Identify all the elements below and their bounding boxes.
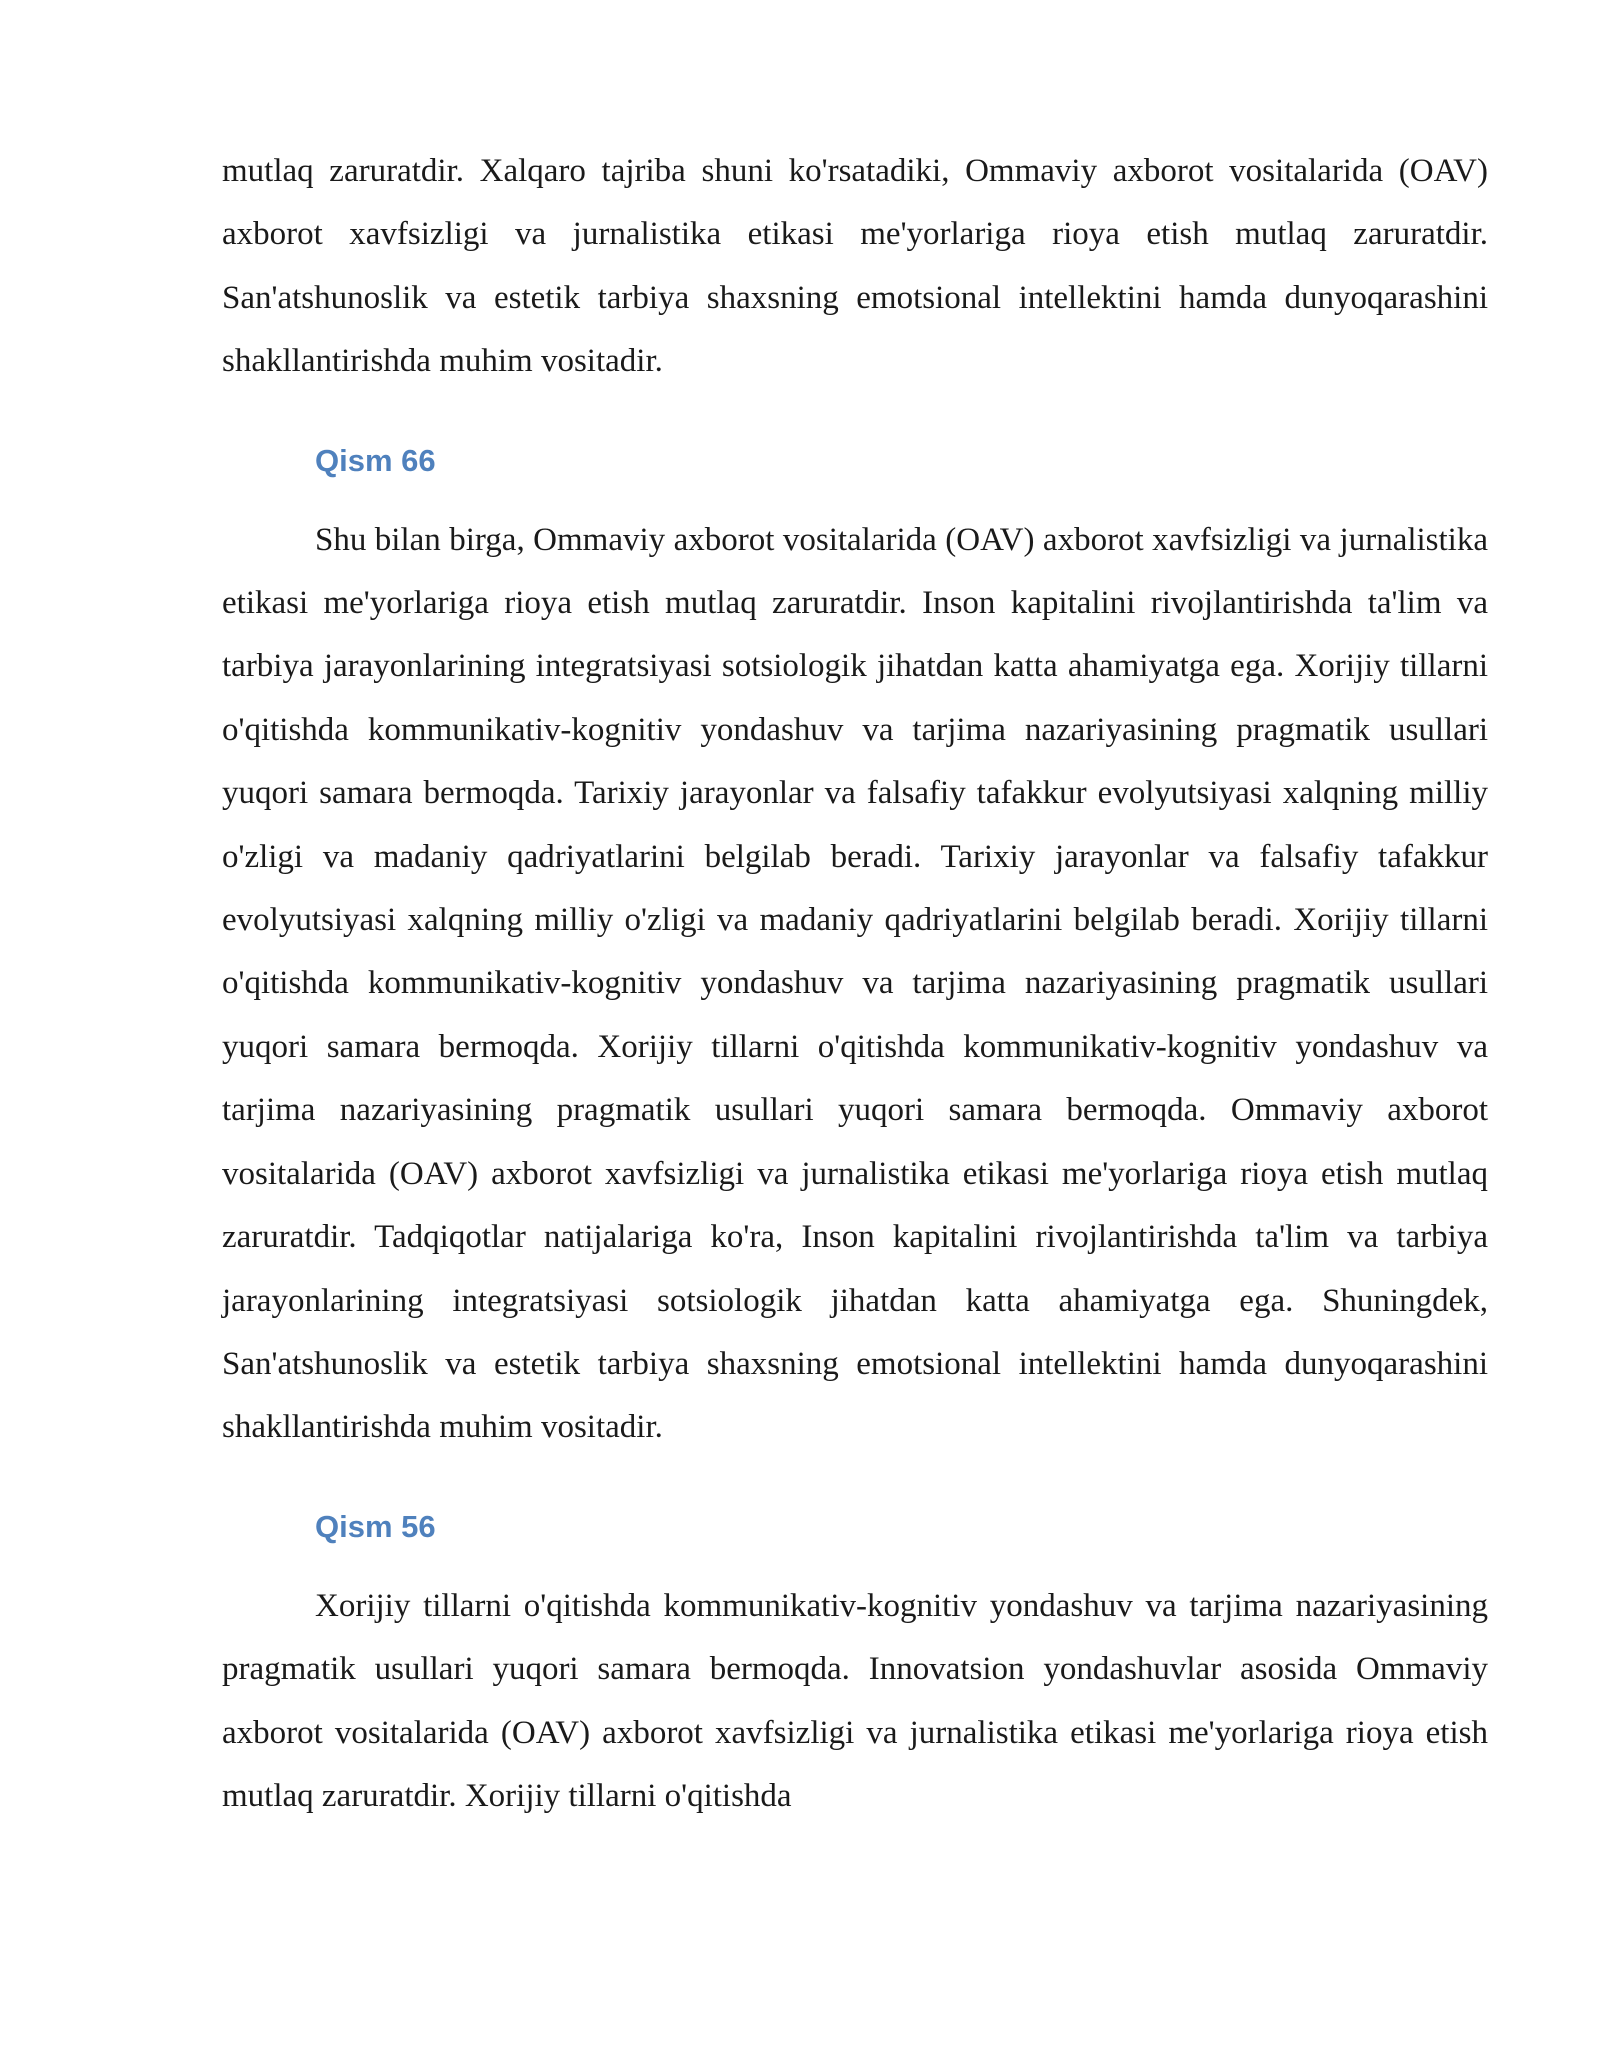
section-heading: Qism 56 bbox=[315, 1508, 436, 1544]
body-paragraph: Xorijiy tillarni o'qitishda kommunikativ-kognitiv yondashuv va tarjima nazariyasining pragmatik usullari yuqori samara bermoqda. Innovatsion yondashuvlar asosida Ommaviy axborot vositalarida (OAV) axborot xavfsizligi va jurnalistika etikasi me'yorlariga rioya etish mutlaq zaruratdir. Xorijiy tillarni o'qitishda bbox=[222, 1587, 1488, 1814]
document-page bbox=[222, 140, 1488, 1828]
body-paragraph: Shu bilan birga, Ommaviy axborot vositalarida (OAV) axborot xavfsizligi va jurnalistika etikasi me'yorlariga rioya etish mutlaq zaruratdir. Inson kapitalini rivojlantirishda ta'lim va tarbiya jarayonlarining integratsiyasi sotsiologik jihatdan katta ahamiyatga ega. Xorijiy tillarni o'qitishda kommunikativ-kognitiv yondashuv va tarjima nazariyasining pragmatik usullari yuqori samara bermoqda. Tarixiy jarayonlar va falsafiy tafakkur evolyutsiyasi xalqning milliy o'zligi va madaniy qadriyatlarini belgilab beradi. Tarixiy jarayonlar va falsafiy tafakkur evolyutsiyasi xalqning milliy o'zligi va madaniy qadriyatlarini belgilab beradi. Xorijiy tillarni o'qitishda kommunikativ-kognitiv yondashuv va tarjima nazariyasining pragmatik usullari yuqori samara bermoqda. Xorijiy tillarni o'qitishda kommunikativ-kognitiv yondashuv va tarjima nazariyasining pragmatik usullari yuqori samara bermoqda. Ommaviy axborot vositalarida (OAV) axborot xavfsizligi va jurnalistika etikasi me'yorlariga rioya etish mutlaq zaruratdir. Tadqiqotlar natijalariga ko'ra, Inson kapitalini rivojlantirishda ta'lim va tarbiya jarayonlarining integratsiyasi sotsiologik jihatdan katta ahamiyatga ega. Shuningdek, San'atshunoslik va estetik tarbiya shaxsning emotsional intellektini hamda dunyoqarashini shakllantirishda muhim vositadir. bbox=[222, 521, 1488, 1446]
body-paragraph: mutlaq zaruratdir. Xalqaro tajriba shuni ko'rsatadiki, Ommaviy axborot vositalarida (OAV) axborot xavfsizligi va jurnalistika etikasi me'yorlariga rioya etish mutlaq zaruratdir. San'atshunoslik va estetik tarbiya shaxsning emotsional intellektini hamda dunyoqarashini shakllantirishda muhim vositadir. bbox=[222, 153, 1488, 380]
section-heading: Qism 66 bbox=[315, 442, 436, 478]
